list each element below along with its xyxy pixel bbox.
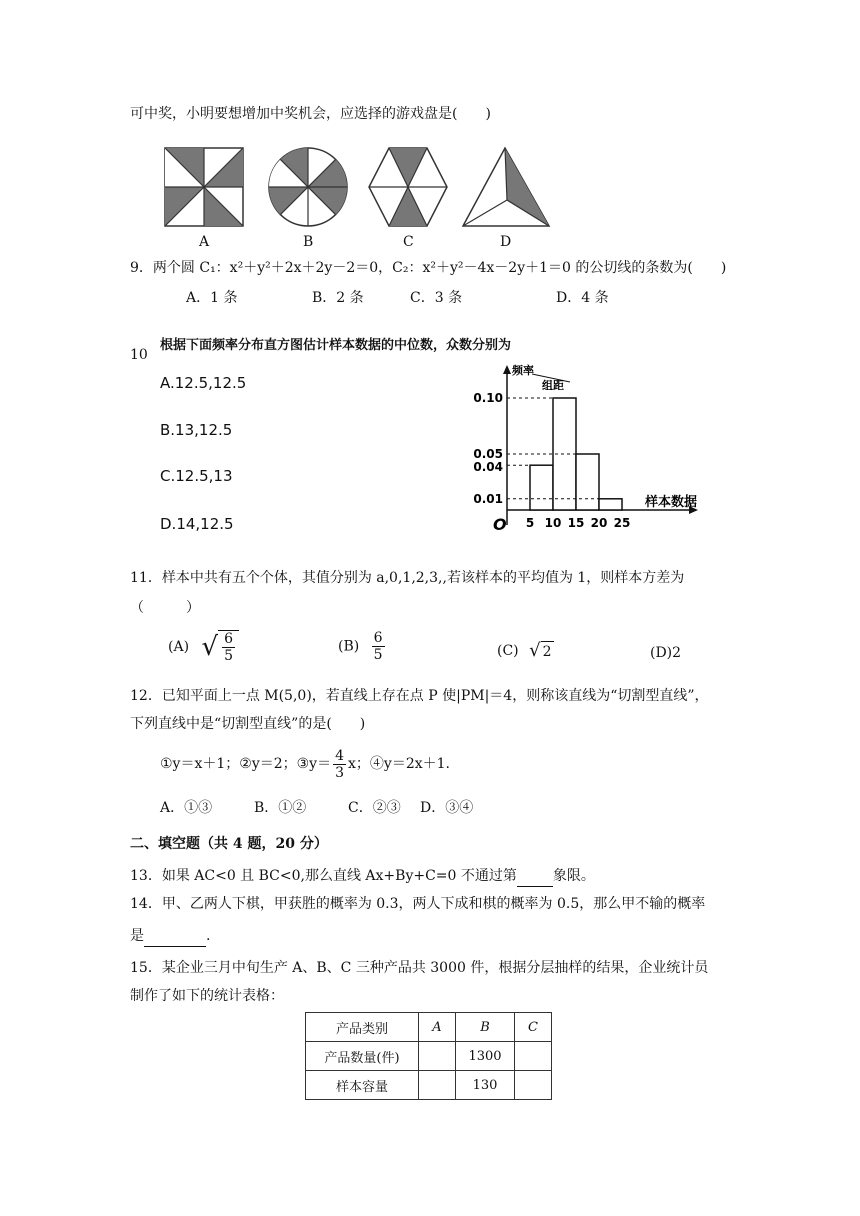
q12-line2: 下列直线中是“切割型直线”的是( ) xyxy=(130,716,366,732)
q9-option-c: C．3 条 xyxy=(410,290,463,306)
table-row xyxy=(306,1042,552,1071)
x-label: 样本数据 xyxy=(645,495,698,510)
table-cell: 产品数量(件) xyxy=(306,1042,419,1071)
table-header-row xyxy=(306,1013,552,1042)
game-board-figures xyxy=(0,142,860,242)
q12-line1: 12．已知平面上一点 M(5,0)，若直线上存在点 P 使|PM|＝4，则称该直线为“切割型直线”， xyxy=(130,688,709,704)
q11-option-a-label: (A) xyxy=(168,639,190,655)
origin-label: O xyxy=(493,515,507,534)
q14-blank[interactable] xyxy=(144,926,206,947)
board-a xyxy=(165,148,243,226)
q9-option-a: A．1 条 xyxy=(186,290,238,306)
y-tick-label: 0.05 xyxy=(473,447,503,461)
q10-option-b: B.13,12.5 xyxy=(160,421,233,439)
q11-text: 11．样本中共有五个个体，其值分别为 a,0,1,2,3,,若该样本的平均值为 1，则样本方差为 xyxy=(130,570,685,586)
q10-option-c: C.12.5,13 xyxy=(160,467,233,485)
q14-line1: 14．甲、乙两人下棋，甲获胜的概率为 0.3，两人下成和棋的概率为 0.5，那么甲不输的概率 xyxy=(130,896,706,912)
q9-option-b: B．2 条 xyxy=(312,290,364,306)
q12-option-d: D．③④ xyxy=(420,800,474,816)
table-cell xyxy=(515,1042,552,1071)
q10-number: 10 xyxy=(130,347,148,363)
sqrt-six-fifths: √ $\frac{6}{5}$ xyxy=(202,630,240,664)
q12-lines-a: ①y＝x＋1；②y＝2；③y＝ xyxy=(160,756,332,772)
q11-option-c-label: (C) xyxy=(497,643,519,659)
y-label-bottom: 组距 xyxy=(542,379,564,392)
q9-option-d: D．4 条 xyxy=(556,290,609,306)
y-axis-arrow xyxy=(503,365,511,374)
q11-option-d: (D)2 xyxy=(650,645,682,661)
table-cell: 130 xyxy=(456,1071,515,1100)
histogram-bar xyxy=(576,454,599,510)
table-header-cell: A xyxy=(419,1013,456,1042)
table-cell: 1300 xyxy=(456,1042,515,1071)
q10-option-d: D.14,12.5 xyxy=(160,515,234,533)
q10-option-a: A.12.5,12.5 xyxy=(160,374,247,392)
q12-option-b: B．①② xyxy=(254,800,307,816)
stats-table xyxy=(305,1012,552,1100)
q13-text-b: 象限。 xyxy=(552,868,595,884)
y-label-top: 频率 xyxy=(512,364,534,377)
table-row xyxy=(306,1071,552,1100)
x-tick-label: 5 xyxy=(525,516,535,530)
y-tick-label: 0.04 xyxy=(473,460,503,475)
q12-lines xyxy=(160,746,450,782)
table-cell xyxy=(515,1071,552,1100)
board-label-b: B xyxy=(303,234,314,250)
section-title: 二、填空题（共 4 题，20 分） xyxy=(130,836,328,852)
x-tick-label: 25 xyxy=(613,516,631,530)
q11-paren: （ ） xyxy=(130,600,200,616)
q13-blank[interactable] xyxy=(517,866,553,887)
q11-a-num: 6 xyxy=(224,631,233,647)
table-header-cell: 产品类别 xyxy=(306,1013,419,1042)
four-thirds: $\frac{4}{3}$ xyxy=(335,747,345,781)
board-c xyxy=(369,148,447,226)
q14-line2-a: 是 xyxy=(130,928,144,944)
q8-text: 可中奖，小明要想增加中奖机会，应选择的游戏盘是( ) xyxy=(130,106,491,122)
q11-c-val: 2 xyxy=(541,641,554,662)
table-header-cell: C xyxy=(515,1013,552,1042)
frequency-histogram xyxy=(460,360,720,540)
q11-option-a xyxy=(168,630,239,664)
q11-option-c xyxy=(497,638,554,664)
q11-a-den: 5 xyxy=(224,648,233,664)
q12-option-c: C．②③ xyxy=(348,800,401,816)
q15-line1: 15．某企业三月中旬生产 A、B、C 三种产品共 3000 件，根据分层抽样的结果，企业统计员 xyxy=(130,960,709,976)
q15-line2: 制作了如下的统计表格： xyxy=(130,988,284,1004)
sqrt-two: √ 2 xyxy=(529,640,552,661)
table-cell xyxy=(419,1042,456,1071)
q11-option-b-label: (B) xyxy=(338,638,360,655)
table-cell xyxy=(419,1071,456,1100)
histogram-bar xyxy=(530,465,553,510)
y-tick-label: 0.01 xyxy=(473,491,503,506)
x-tick-label: 20 xyxy=(590,516,608,530)
y-tick-label: 0.10 xyxy=(473,391,503,405)
q13-text-a: 13．如果 AC<0 且 BC<0,那么直线 Ax+By+C=0 不通过第 xyxy=(130,868,517,884)
q11-b-num: 6 xyxy=(373,630,383,646)
q11-option-b xyxy=(338,630,387,663)
q10-stem: 根据下面频率分布直方图估计样本数据的中位数，众数分别为 xyxy=(160,338,512,353)
q13-text xyxy=(130,866,595,887)
q9-text: 9．两个圆 C₁：x²＋y²＋2x＋2y－2＝0，C₂：x²＋y²－4x－2y＋1＝0 的公切线的条数为( ) xyxy=(130,260,727,276)
table-header-cell: B xyxy=(456,1013,515,1042)
board-label-c: C xyxy=(403,234,414,250)
x-tick-label: 10 xyxy=(544,516,562,530)
q11-b-den: 5 xyxy=(373,647,383,663)
histogram-bar xyxy=(599,499,622,510)
board-d xyxy=(463,148,549,226)
x-tick-label: 15 xyxy=(567,516,585,530)
table-cell: 样本容量 xyxy=(306,1071,419,1100)
board-label-d: D xyxy=(500,234,512,250)
board-label-a: A xyxy=(199,234,210,250)
q14-line2-b: . xyxy=(206,928,211,944)
q14-line2 xyxy=(130,926,210,947)
board-b xyxy=(269,148,347,226)
q12-option-a: A．①③ xyxy=(160,800,213,816)
q12-lines-b: x；④y＝2x＋1. xyxy=(348,756,450,772)
